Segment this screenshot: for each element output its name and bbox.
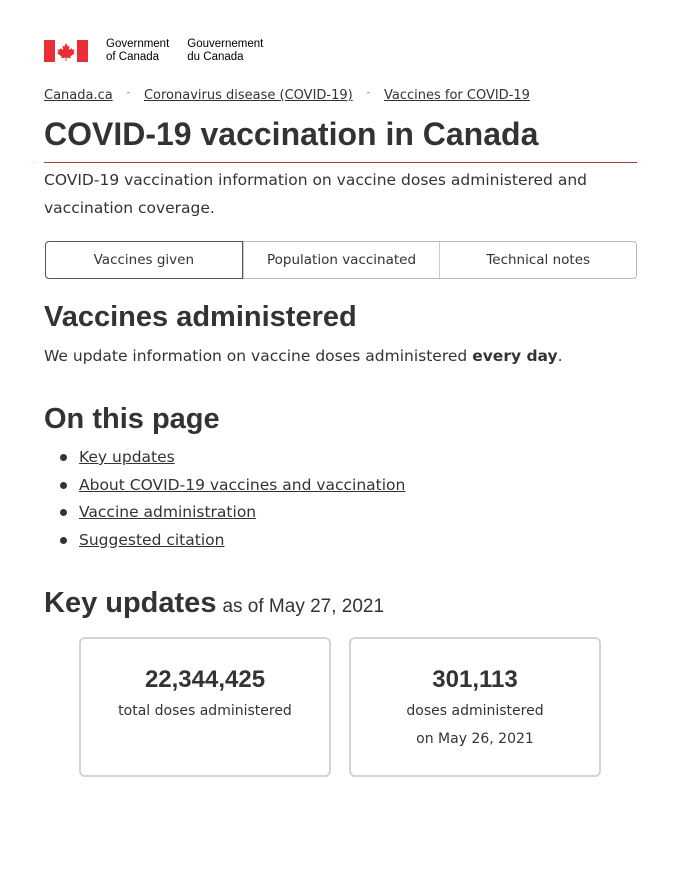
- toc-link-about-vaccines[interactable]: About COVID-19 vaccines and vaccination: [79, 475, 406, 494]
- key-updates-date: as of May 27, 2021: [222, 596, 385, 617]
- stat-label: total doses administered: [118, 703, 292, 719]
- update-text-end: .: [557, 347, 563, 365]
- page-title: COVID-19 vaccination in Canada: [44, 112, 637, 163]
- on-this-page-heading: On this page: [44, 403, 220, 435]
- update-text-lead: We update information on vaccine doses administered: [44, 347, 473, 365]
- breadcrumb: [44, 88, 530, 103]
- wordmark-fr-line1: Gouvernement: [187, 38, 264, 50]
- canada-flag-icon: [44, 40, 88, 62]
- page-intro: COVID-19 vaccination information on vaccine doses administered and vaccination coverage.: [44, 171, 587, 217]
- government-signature[interactable]: [44, 38, 263, 64]
- list-item: [44, 446, 405, 474]
- bullet-icon: [60, 509, 67, 516]
- stat-value: 22,344,425: [144, 666, 266, 693]
- bullet-icon: [60, 454, 67, 461]
- breadcrumb-separator: -: [366, 87, 370, 98]
- stat-label: doses administered: [406, 703, 544, 719]
- stat-card-daily-doses: [349, 637, 601, 777]
- bullet-icon: [60, 537, 67, 544]
- wordmark-english: [106, 38, 169, 64]
- wordmark-french: [187, 38, 263, 64]
- list-item: [44, 501, 405, 529]
- stat-value: 301,113: [432, 666, 518, 693]
- bullet-icon: [60, 482, 67, 489]
- stat-sublabel: on May 26, 2021: [416, 731, 534, 747]
- vaccines-administered-heading: Vaccines administered: [44, 301, 357, 333]
- key-updates-header: [44, 584, 384, 622]
- tab-technical-notes[interactable]: Technical notes: [439, 242, 636, 278]
- breadcrumb-link-vaccines[interactable]: Vaccines for COVID-19: [383, 88, 530, 103]
- wordmark-en-line1: Government: [106, 38, 170, 50]
- list-item: [44, 474, 405, 502]
- breadcrumb-separator: -: [126, 87, 130, 98]
- update-text-bold: every day: [472, 347, 558, 365]
- toc-link-suggested-citation[interactable]: Suggested citation: [79, 530, 225, 549]
- breadcrumb-link-coronavirus[interactable]: Coronavirus disease (COVID-19): [143, 88, 353, 103]
- toc-link-vaccine-administration[interactable]: Vaccine administration: [79, 503, 257, 521]
- tab-bar: [45, 241, 637, 279]
- toc-link-key-updates[interactable]: Key updates: [79, 448, 175, 466]
- wordmark-fr-line2: du Canada: [187, 51, 244, 63]
- on-this-page-list: [44, 446, 405, 556]
- key-updates-heading: Key updates: [44, 587, 217, 619]
- stat-card-total-doses: [79, 637, 331, 777]
- tab-population-vaccinated[interactable]: Population vaccinated: [243, 242, 440, 278]
- update-frequency-text: [44, 344, 563, 368]
- wordmark-en-line2: of Canada: [106, 51, 160, 63]
- tab-vaccines-given[interactable]: Vaccines given: [45, 241, 243, 279]
- list-item: [44, 529, 405, 557]
- breadcrumb-link-canada[interactable]: Canada.ca: [44, 88, 113, 103]
